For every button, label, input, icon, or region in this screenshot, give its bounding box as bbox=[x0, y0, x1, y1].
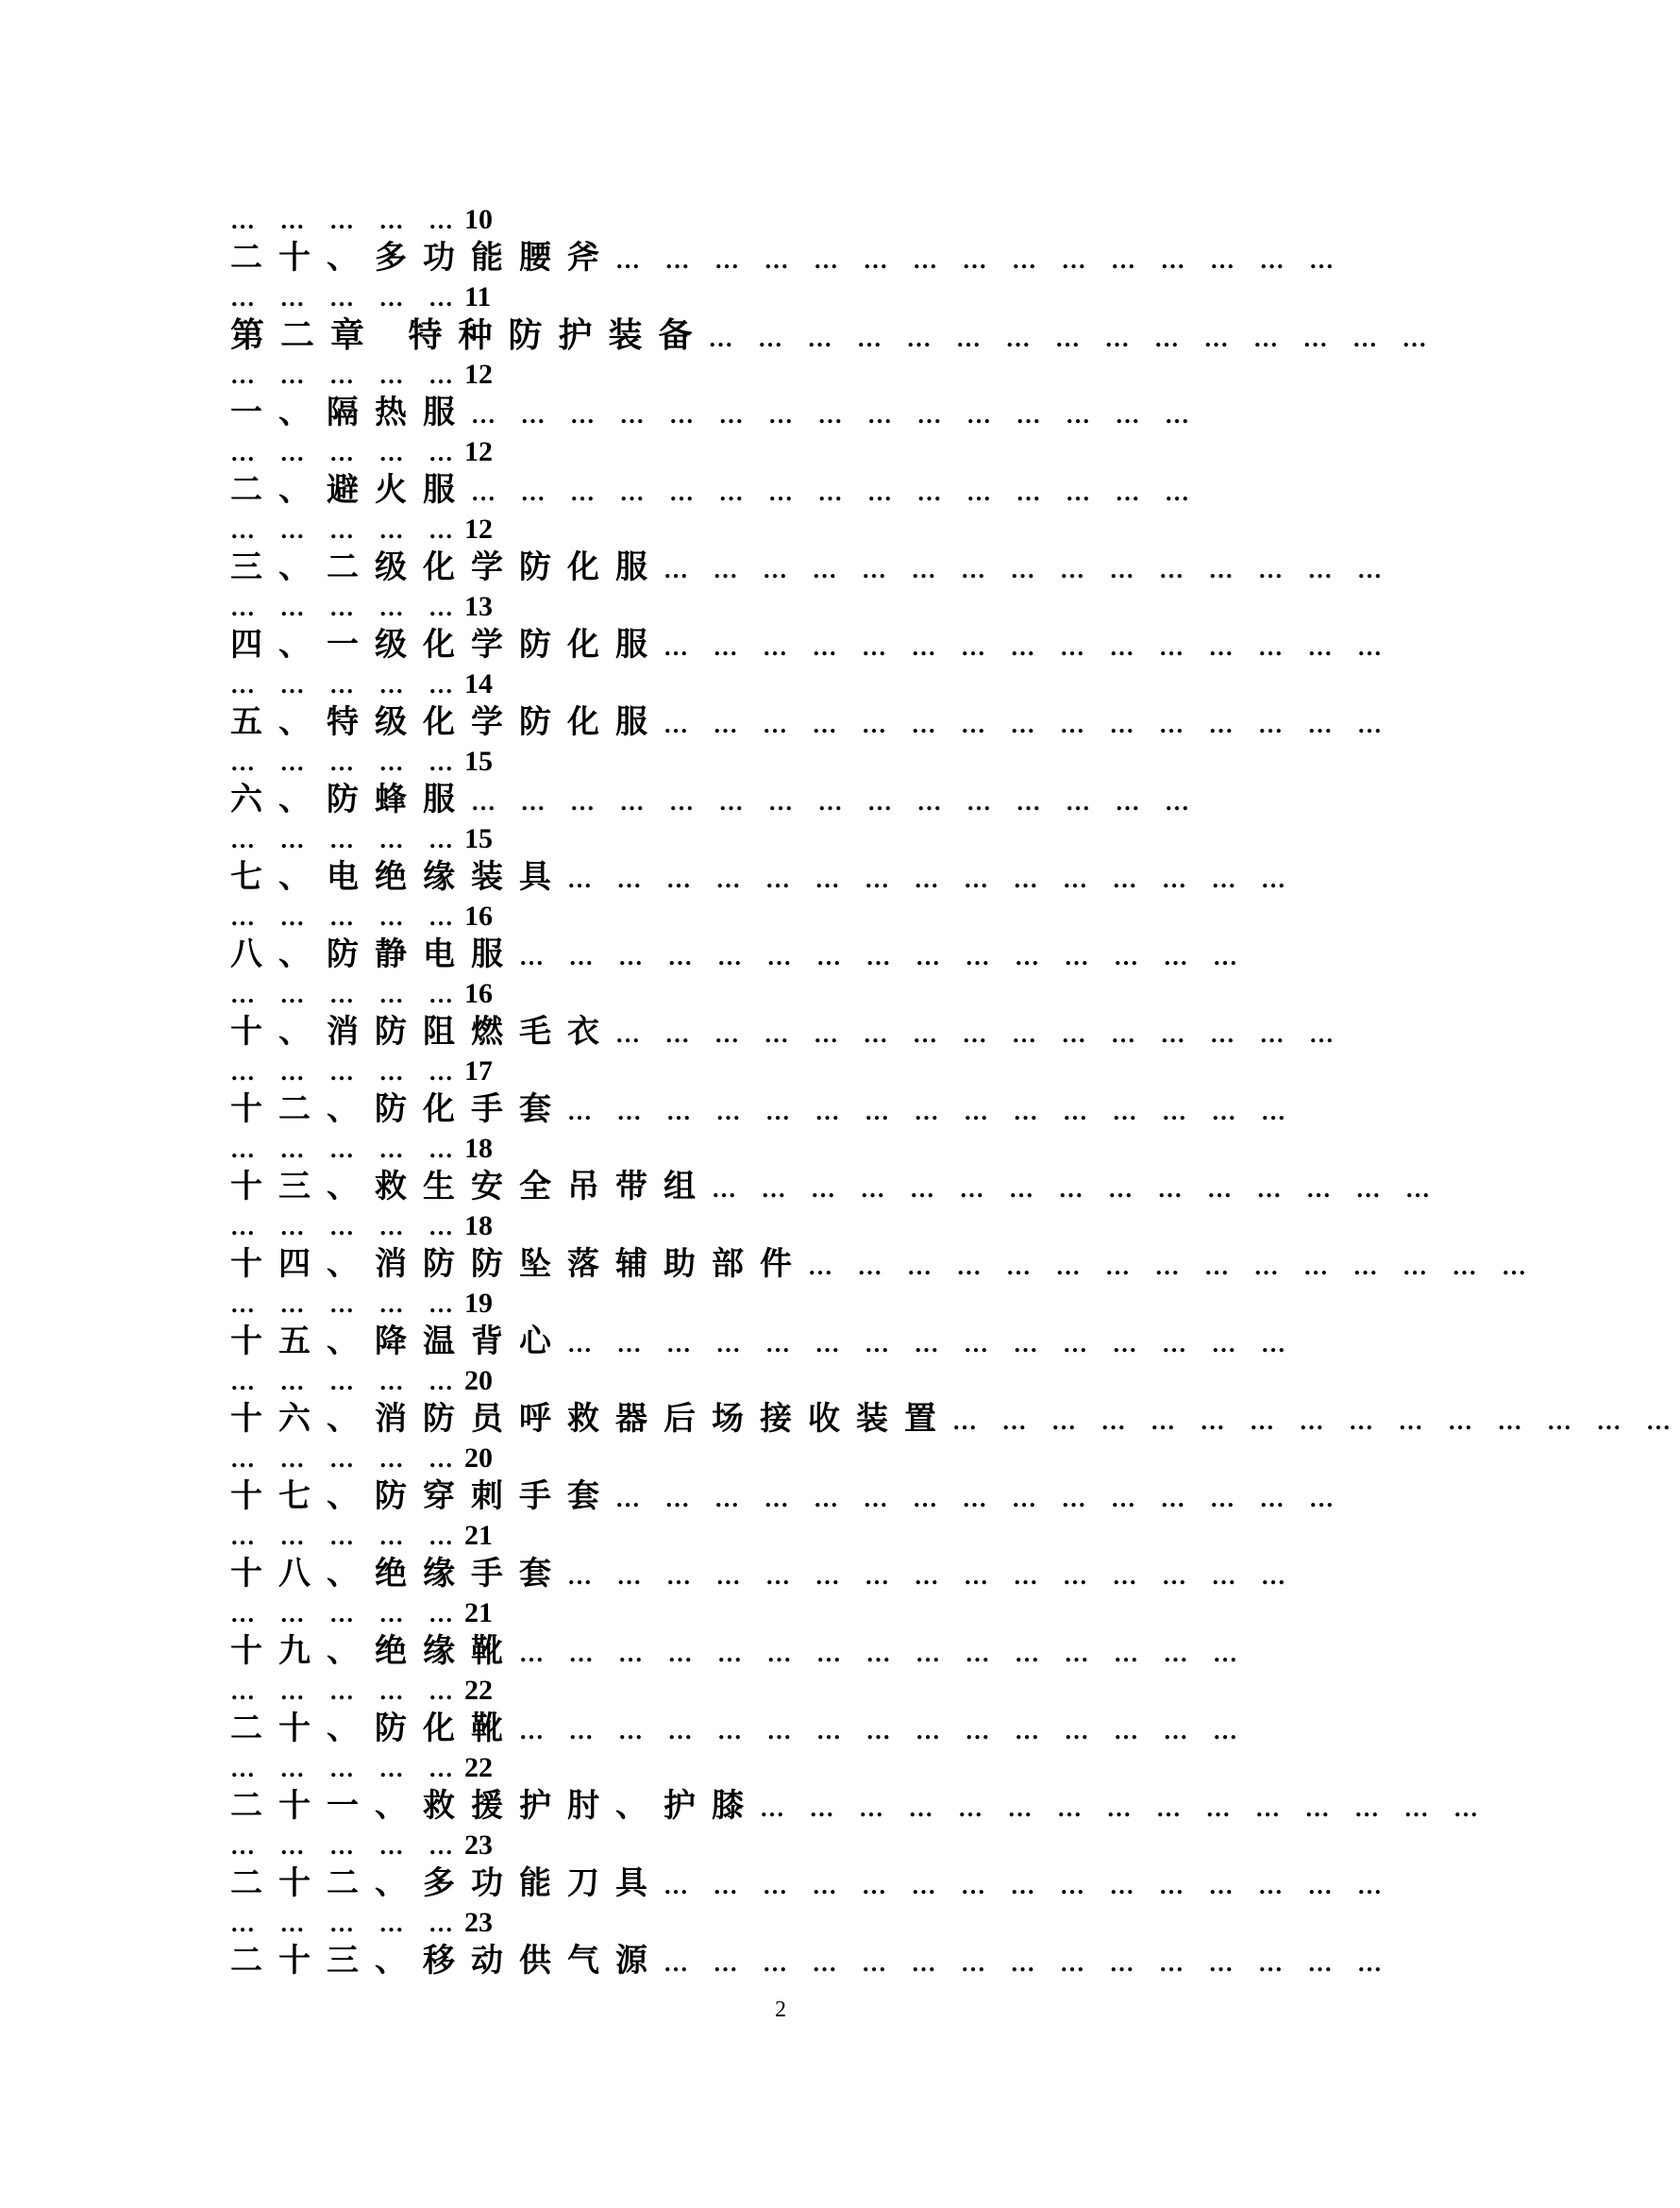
toc-chapter-heading bbox=[230, 315, 1436, 355]
toc-entry bbox=[230, 1632, 1306, 1671]
toc-entry-title: 十五、降温背心 bbox=[230, 1323, 567, 1360]
toc-leader: … … … … … … … … … … … … … … … bbox=[471, 401, 1199, 429]
toc-continuation-line bbox=[230, 1052, 1306, 1090]
toc-continuation-line bbox=[230, 974, 1306, 1013]
toc-leader: … … … … … … … … … … … … … … … bbox=[519, 1717, 1247, 1744]
toc-entry bbox=[230, 239, 1343, 278]
toc-entry bbox=[230, 1323, 1306, 1361]
toc-page-number: 20 bbox=[464, 1365, 493, 1396]
toc-entry-title: 二十、多功能腰斧 bbox=[230, 239, 615, 277]
toc-entry-title: 十八、绝缘手套 bbox=[230, 1555, 567, 1593]
toc-entry bbox=[230, 1090, 1306, 1129]
toc-entry-title: 二十一、救援护肘、护膝 bbox=[230, 1787, 760, 1825]
toc-entry-title: 十九、绝缘靴 bbox=[230, 1632, 519, 1670]
toc-page-number: 22 bbox=[464, 1752, 493, 1783]
toc-page-number: 18 bbox=[464, 1133, 493, 1164]
toc-leader: … … … … … … … … … … … … … … … bbox=[708, 325, 1436, 352]
toc-continuation-line bbox=[230, 1129, 1306, 1168]
toc-leader: … … … … … bbox=[230, 284, 462, 312]
toc-page-number: 17 bbox=[464, 1055, 493, 1087]
toc-continuation-line bbox=[230, 1593, 1306, 1632]
toc-leader: … … … … … … … … … … … … … … … bbox=[615, 1485, 1343, 1512]
toc-leader: … … … … … … … … … … … … … … … bbox=[615, 246, 1343, 274]
toc-entry-title: 八、防静电服 bbox=[230, 935, 519, 973]
toc-leader: … … … … … bbox=[230, 1058, 462, 1086]
toc-entry bbox=[230, 1477, 1343, 1516]
toc-entry-title: 十、消防阻燃毛衣 bbox=[230, 1013, 615, 1051]
toc-entry-title: 二十、防化靴 bbox=[230, 1710, 519, 1747]
toc-page-number: 13 bbox=[464, 591, 493, 622]
toc-continuation-line bbox=[230, 1671, 1306, 1710]
toc-continuation-line bbox=[230, 510, 1306, 548]
toc-leader: … … … … … bbox=[230, 1290, 462, 1318]
toc-entry bbox=[230, 935, 1306, 974]
toc-continuation-line bbox=[230, 897, 1306, 935]
toc-page-number: 21 bbox=[464, 1520, 493, 1551]
toc-page-number: 21 bbox=[464, 1597, 493, 1628]
toc-page-number: 22 bbox=[464, 1675, 493, 1706]
toc-leader: … … … … … … … … … … … … … … … bbox=[808, 1253, 1536, 1280]
toc-continuation-line bbox=[230, 819, 1306, 858]
toc-continuation-line bbox=[230, 355, 1306, 394]
toc-entry bbox=[230, 548, 1391, 587]
toc-entry-title: 七、电绝缘装具 bbox=[230, 858, 567, 896]
toc-entry-title: 四、一级化学防化服 bbox=[230, 626, 664, 664]
toc-page-number: 18 bbox=[464, 1210, 493, 1241]
toc-continuation-line bbox=[230, 1516, 1306, 1555]
toc-leader: … … … … … bbox=[230, 1523, 462, 1550]
toc-entry-title: 二、避火服 bbox=[230, 471, 471, 509]
toc-leader: … … … … … … … … … … … … … … … bbox=[471, 479, 1199, 506]
toc-page-number: 23 bbox=[464, 1907, 493, 1938]
toc-leader: … … … … … … … … … … … … … … … bbox=[615, 1020, 1343, 1048]
toc-continuation-line bbox=[230, 1903, 1306, 1942]
toc-leader: … … … … … … … … … … … … … … … bbox=[567, 1330, 1295, 1357]
toc-leader: … … … … … … … … … … … … … … … bbox=[567, 1562, 1295, 1590]
toc-page-number: 15 bbox=[464, 746, 493, 777]
toc-page-number: 16 bbox=[464, 901, 493, 932]
toc-entry bbox=[230, 703, 1391, 742]
toc-entry-title: 十三、救生安全吊带组 bbox=[230, 1168, 712, 1205]
toc-continuation-line bbox=[230, 1284, 1306, 1323]
toc-page-number: 12 bbox=[464, 359, 493, 390]
toc-entry bbox=[230, 858, 1306, 897]
toc-leader: … … … … … bbox=[230, 826, 462, 853]
toc-entry bbox=[230, 1400, 1680, 1439]
toc-leader: … … … … … bbox=[230, 1910, 462, 1937]
toc-entries bbox=[230, 239, 1680, 1980]
toc-leader: … … … … … bbox=[230, 671, 462, 699]
toc-page-number: 23 bbox=[464, 1829, 493, 1861]
toc-page-number: 16 bbox=[464, 978, 493, 1009]
toc-leader: … … … … … bbox=[230, 1832, 462, 1860]
toc-leader: … … … … … … … … … … … … … … … bbox=[664, 711, 1391, 738]
toc-entry-title: 十六、消防员呼救器后场接收装置 bbox=[230, 1400, 952, 1438]
toc-leader: … … … … … … … … … … … … … … … bbox=[664, 1872, 1391, 1899]
toc-page-number: 12 bbox=[464, 514, 493, 545]
table-of-contents bbox=[230, 200, 1680, 1980]
toc-entry-title: 二十三、移动供气源 bbox=[230, 1942, 664, 1980]
toc-leader: … … … … … bbox=[230, 1213, 462, 1240]
toc-entry-title: 三、二级化学防化服 bbox=[230, 548, 664, 586]
toc-entry bbox=[230, 1864, 1391, 1903]
toc-leader: … … … … … … … … … … … … … … … bbox=[712, 1175, 1439, 1203]
toc-continuation-line bbox=[230, 1439, 1306, 1477]
toc-entry-title: 十二、防化手套 bbox=[230, 1090, 567, 1128]
toc-leader: … … … … … bbox=[230, 1600, 462, 1627]
toc-page-number: 15 bbox=[464, 823, 493, 854]
page-footer-number: 2 bbox=[775, 1997, 786, 2022]
toc-entry bbox=[230, 471, 1306, 510]
toc-leader: … … … … … bbox=[230, 1677, 462, 1705]
toc-leader: … … … … … bbox=[230, 903, 462, 931]
toc-continuation-line bbox=[230, 587, 1306, 626]
toc-leader: … … … … … … … … … … … … … … … bbox=[664, 1949, 1391, 1977]
toc-entry-title: 一、隔热服 bbox=[230, 394, 471, 431]
toc-leader: … … … … … … … … … … … … … … … bbox=[760, 1795, 1487, 1822]
toc-entry bbox=[230, 1787, 1487, 1826]
toc-continuation-line bbox=[230, 278, 1306, 316]
toc-entry-title: 十七、防穿刺手套 bbox=[230, 1477, 615, 1515]
toc-page-number: 10 bbox=[464, 204, 493, 235]
toc-continuation-line bbox=[230, 432, 1306, 471]
toc-leader: … … … … … … … … … … … … … … … bbox=[952, 1407, 1680, 1435]
toc-leader: … … … … … … … … … … … … … … … bbox=[567, 866, 1295, 893]
toc-page-number: 19 bbox=[464, 1288, 493, 1319]
toc-continuation-line bbox=[230, 665, 1306, 703]
toc-leader: … … … … … bbox=[230, 981, 462, 1008]
toc-leader: … … … … … bbox=[230, 1368, 462, 1395]
toc-leader: … … … … … … … … … … … … … … … bbox=[664, 556, 1391, 583]
toc-entry bbox=[230, 1013, 1343, 1052]
toc-entry bbox=[230, 1245, 1536, 1284]
toc-page-number: 14 bbox=[464, 668, 493, 699]
toc-leader: … … … … … bbox=[230, 1136, 462, 1163]
toc-page-number: 20 bbox=[464, 1442, 493, 1474]
toc-leader: … … … … … bbox=[230, 749, 462, 776]
toc-entry-title: 二十二、多功能刀具 bbox=[230, 1864, 664, 1902]
toc-leader: … … … … … … … … … … … … … … … bbox=[664, 633, 1391, 661]
toc-leader: … … … … … bbox=[230, 1445, 462, 1473]
toc-entry-title: 五、特级化学防化服 bbox=[230, 703, 664, 741]
toc-leader: … … … … … bbox=[230, 439, 462, 466]
toc-continuation-line bbox=[230, 1826, 1306, 1864]
toc-leader: … … … … … … … … … … … … … … … bbox=[519, 1640, 1247, 1667]
toc-page-number: 12 bbox=[464, 436, 493, 467]
toc-entry-title: 第二章 特种防护装备 bbox=[230, 315, 709, 355]
toc-entry bbox=[230, 1710, 1306, 1748]
toc-entry bbox=[230, 781, 1306, 819]
toc-leader: … … … … … … … … … … … … … … … bbox=[567, 1098, 1295, 1125]
toc-continuation-line bbox=[230, 742, 1306, 781]
toc-entry-title: 六、防蜂服 bbox=[230, 781, 471, 818]
toc-continuation-line bbox=[230, 200, 1306, 239]
toc-entry bbox=[230, 1555, 1306, 1593]
toc-continuation-line bbox=[230, 1206, 1306, 1245]
toc-entry bbox=[230, 626, 1391, 665]
toc-leader: … … … … … bbox=[230, 1755, 462, 1782]
toc-entry bbox=[230, 394, 1306, 432]
toc-leader: … … … … … bbox=[230, 516, 462, 544]
toc-leader: … … … … … bbox=[230, 362, 462, 389]
toc-leader: … … … … … bbox=[230, 207, 462, 234]
toc-leader: … … … … … bbox=[230, 594, 462, 621]
toc-leader: … … … … … … … … … … … … … … … bbox=[519, 943, 1247, 970]
toc-page-number: 11 bbox=[464, 281, 492, 312]
toc-entry bbox=[230, 1168, 1439, 1206]
toc-entry-title: 十四、消防防坠落辅助部件 bbox=[230, 1245, 808, 1283]
toc-entry bbox=[230, 1942, 1391, 1980]
toc-continuation-line bbox=[230, 1361, 1306, 1400]
toc-leader: … … … … … … … … … … … … … … … bbox=[471, 788, 1199, 816]
toc-continuation-line bbox=[230, 1748, 1306, 1787]
